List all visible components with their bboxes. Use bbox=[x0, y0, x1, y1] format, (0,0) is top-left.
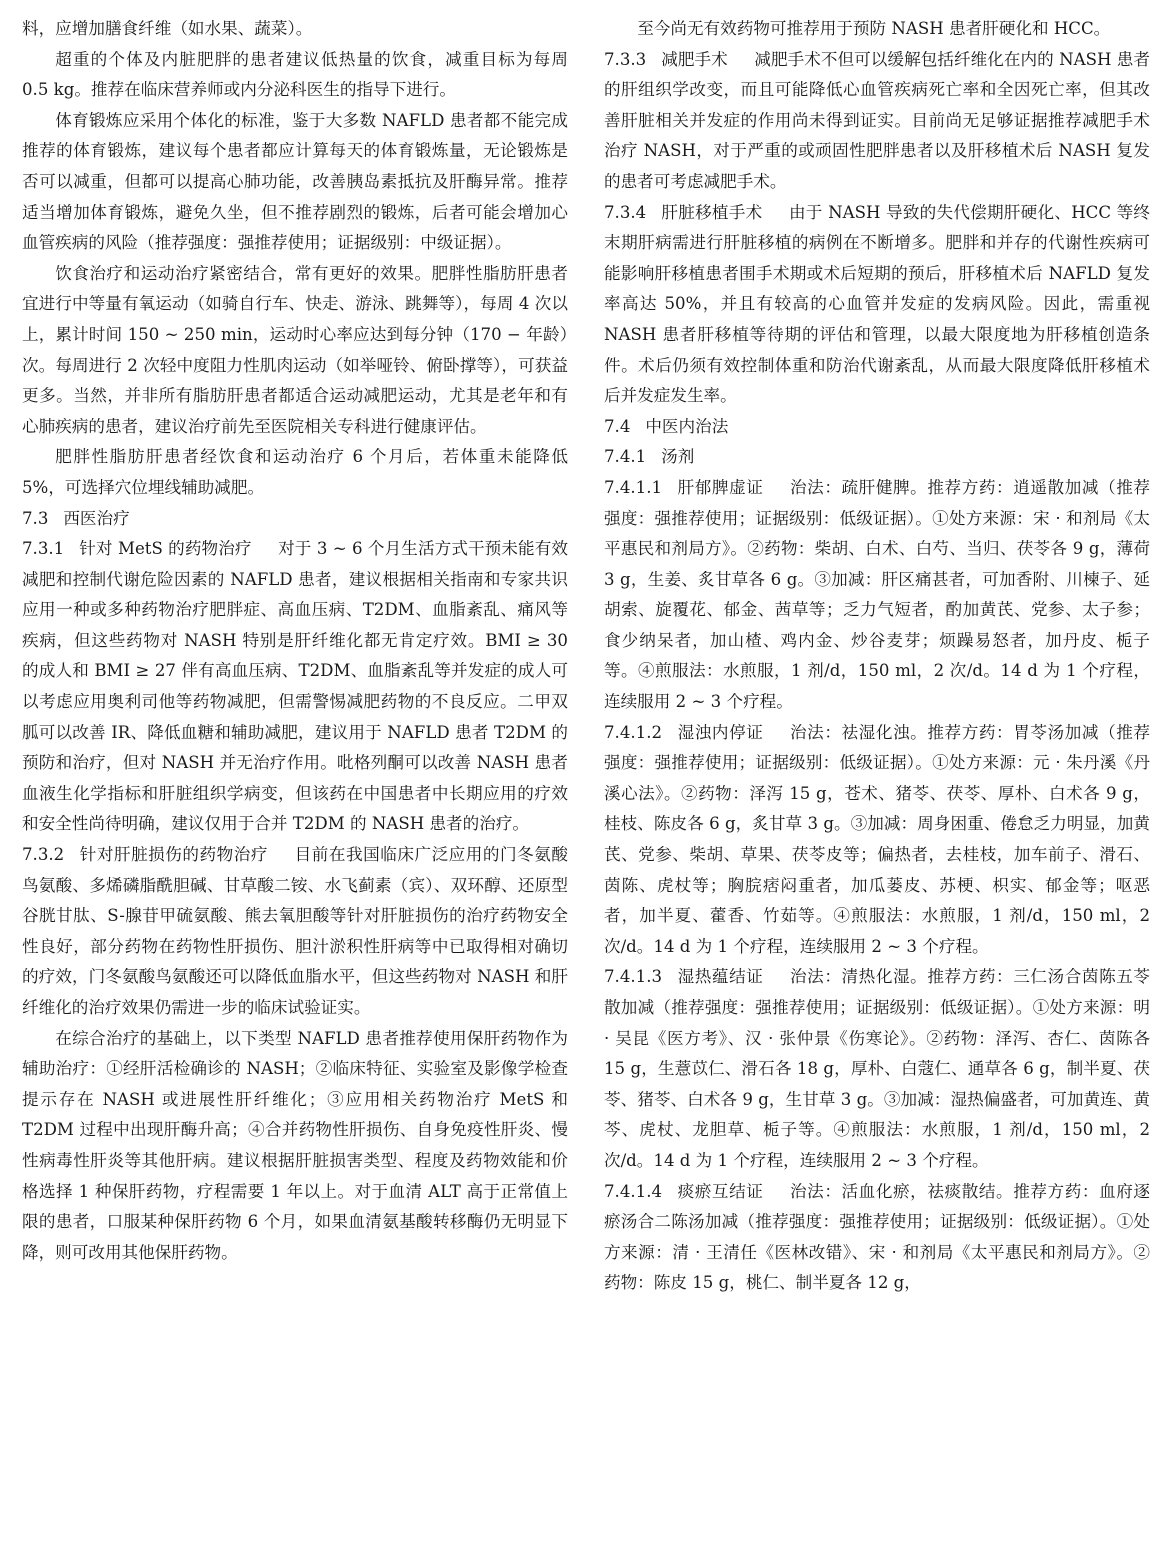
subsection-paragraph bbox=[604, 1177, 1150, 1299]
paragraph: 至今尚无有效药物可推荐用于预防 NASH 患者肝硬化和 HCC。 bbox=[637, 19, 1111, 38]
section-number: 7.3.3 bbox=[604, 49, 647, 69]
section-number: 7.4.1.4 bbox=[604, 1181, 663, 1201]
section-heading bbox=[604, 412, 1150, 443]
section-title: 西医治疗 bbox=[63, 508, 130, 528]
section-number: 7.3.1 bbox=[22, 539, 65, 559]
paragraph: 料，应增加膳食纤维（如水果、蔬菜）。 bbox=[22, 19, 313, 38]
section-body: 治法：清热化湿。推荐方药：三仁汤合茵陈五苓散加减（推荐强度：强推荐使用；证据级别：低级证据）。①处方来源：明 · 吴昆《医方考》、汉 · 张仲景《伤寒论》。②药物：泽泻、杏仁、茵陈各 15 g，生薏苡仁、滑石各 18 g，厚朴、白蔻仁、通草各 6 g，制半夏、茯苓、猪苓、白术各 9 g，生甘草 3 g。③加减：湿热偏盛者，可加黄连、黄芩、虎杖、龙胆草、栀子等。④煎服法：水煎服，1 剂/d，150 ml，2 次/d。14 d 为 1 个疗程，连续服用 2 ~ 3 个疗程。 bbox=[604, 967, 1151, 1170]
section-body: 目前在我国临床广泛应用的门冬氨酸鸟氨酸、多烯磷脂酰胆碱、甘草酸二铵、水飞蓟素（宾）、双环醇、还原型谷胱甘肽、S-腺苷甲硫氨酸、熊去氧胆酸等针对肝脏损伤的治疗药物安全性良好，部分药物在药物性肝损伤、胆汁淤积性肝病等中已取得相对确切的疗效，门冬氨酸鸟氨酸还可以降低血脂水平，但这些药物对 NASH 和肝纤维化的治疗效果仍需进一步的临床试验证实。 bbox=[22, 845, 569, 1017]
section-title: 针对肝脏损伤的药物治疗 bbox=[79, 845, 269, 865]
section-title: 中医内治法 bbox=[645, 416, 729, 436]
paragraph: 肥胖性脂肪肝患者经饮食和运动治疗 6 个月后，若体重未能降低 5%，可选择穴位埋线辅助减肥。 bbox=[22, 447, 568, 497]
section-title: 减肥手术 bbox=[661, 49, 728, 69]
section-number: 7.3.4 bbox=[604, 202, 647, 222]
section-body: 由于 NASH 导致的失代偿期肝硬化、HCC 等终末期肝病需进行肝脏移植的病例在不断增多。肥胖和并存的代谢性疾病可能影响肝移植患者围手术期或术后短期的预后，肝移植术后 NAFLD 复发率高达 50%，并且有较高的心血管并发症的发病风险。因此，需重视 NASH 患者肝移植等待期的评估和管理，以最大限度地为肝移植创造条件。术后仍须有效控制体重和防治代谢紊乱，从而最大限度降低肝移植术后并发症发生率。 bbox=[604, 202, 1150, 406]
section-title: 湿热蕴结证 bbox=[677, 967, 764, 987]
section-number: 7.4.1 bbox=[604, 447, 647, 467]
section-number: 7.4.1.3 bbox=[604, 967, 663, 987]
section-title: 肝脏移植手术 bbox=[661, 202, 763, 222]
subsection-paragraph bbox=[22, 840, 568, 1024]
subsection-paragraph bbox=[604, 473, 1150, 718]
section-number: 7.4 bbox=[604, 416, 631, 436]
paragraph: 超重的个体及内脏肥胖的患者建议低热量的饮食，减重目标为每周 0.5 kg。推荐在临床营养师或内分泌科医生的指导下进行。 bbox=[22, 49, 568, 100]
section-heading bbox=[22, 504, 568, 535]
section-number: 7.4.1.2 bbox=[604, 722, 663, 742]
section-body: 治法：活血化瘀，祛痰散结。推荐方药：血府逐瘀汤合二陈汤加减（推荐强度：强推荐使用；证据级别：低级证据）。①处方来源：清 · 王清任《医林改错》、宋 · 和剂局《太平惠民和剂局方》。②药物：陈皮 15 g，桃仁、制半夏各 12 g， bbox=[604, 1181, 1151, 1293]
section-number: 7.3.2 bbox=[22, 845, 65, 865]
section-title: 痰瘀互结证 bbox=[677, 1181, 764, 1201]
subsection-paragraph bbox=[604, 962, 1150, 1176]
subsection-paragraph bbox=[604, 45, 1150, 198]
section-number: 7.4.1.1 bbox=[604, 477, 663, 497]
section-body: 对于 3 ~ 6 个月生活方式干预未能有效减肥和控制代谢危险因素的 NAFLD 患者，建议根据相关指南和专家共识应用一种或多种药物治疗肥胖症、高血压病、T2DM、血脂紊乱、痛风等疾病，但这些药物对 NASH 特别是肝纤维化都无肯定疗效。BMI ≥ 30 的成人和 BMI ≥ 27 伴有高血压病、T2DM、血脂紊乱等并发症的成人可以考虑应用奥利司他等药物减肥，但需警惕减肥药物的不良反应。二甲双胍可以改善 IR、降低血糖和辅助减肥，建议用于 NAFLD 患者 T2DM 的预防和治疗，但对 NASH 并无治疗作用。吡格列酮可以改善 NASH 患者血液生化学指标和肝脏组织学病变，但该药在中国患者中长期应用的疗效和安全性尚待明确，建议仅用于合并 T2DM 的 NASH 患者的治疗。 bbox=[22, 539, 568, 834]
subsection-paragraph bbox=[22, 534, 568, 840]
section-title: 针对 MetS 的药物治疗 bbox=[79, 539, 252, 559]
section-title: 汤剂 bbox=[661, 447, 695, 467]
subsection-paragraph bbox=[604, 198, 1150, 412]
subsection-paragraph bbox=[604, 718, 1150, 963]
paragraph: 在综合治疗的基础上，以下类型 NAFLD 患者推荐使用保肝药物作为辅助治疗：①经肝活检确诊的 NASH；②临床特征、实验室及影像学检查提示存在 NASH 或进展性肝纤维化；③应用相关药物治疗 MetS 和 T2DM 过程中出现肝酶升高；④合并药物性肝损伤、自身免疫性肝炎、慢性病毒性肝炎等其他肝病。建议根据肝脏损害类型、程度及药物效能和价格选择 1 种保肝药物，疗程需要 1 年以上。对于血清 ALT 高于正常值上限的患者，口服某种保肝药物 6 个月，如果血清氨基酸转移酶仍无明显下降，则可改用其他保肝药物。 bbox=[22, 1028, 568, 1262]
section-title: 肝郁脾虚证 bbox=[677, 477, 764, 497]
section-title: 湿浊内停证 bbox=[677, 722, 764, 742]
section-number: 7.3 bbox=[22, 508, 49, 528]
right-column bbox=[604, 14, 1150, 1299]
section-body: 治法：祛湿化浊。推荐方药：胃苓汤加减（推荐强度：强推荐使用；证据级别：低级证据）。①处方来源：元 · 朱丹溪《丹溪心法》。②药物：泽泻 15 g，苍术、猪苓、茯苓、厚朴、白术各 9 g，桂枝、陈皮各 6 g，炙甘草 3 g。③加减：周身困重、倦怠乏力明显，加黄芪、党参、柴胡、草果、茯苓皮等；偏热者，去桂枝，加车前子、滑石、茵陈、虎杖等；胸脘痞闷重者，加瓜蒌皮、苏梗、枳实、郁金等；呕恶者，加半夏、藿香、竹茹等。④煎服法：水煎服，1 剂/d，150 ml，2 次/d。14 d 为 1 个疗程，连续服用 2 ~ 3 个疗程。 bbox=[604, 722, 1151, 956]
paragraph: 饮食治疗和运动治疗紧密结合，常有更好的效果。肥胖性脂肪肝患者宜进行中等量有氧运动（如骑自行车、快走、游泳、跳舞等），每周 4 次以上，累计时间 150 ~ 250 min，运动时心率应达到每分钟（170 − 年龄）次。每周进行 2 次轻中度阻力性肌肉运动（如举哑铃、俯卧撑等），可获益更多。当然，并非所有脂肪肝患者都适合运动减肥运动，尤其是老年和有心肺疾病的患者，建议治疗前先至医院相关专科进行健康评估。 bbox=[22, 263, 568, 436]
section-body: 减肥手术不但可以缓解包括纤维化在内的 NASH 患者的肝组织学改变，而且可能降低心血管疾病死亡率和全因死亡率，但其改善肝脏相关并发症的作用尚未得到证实。目前尚无足够证据推荐减肥手术治疗 NASH，对于严重的或顽固性肥胖患者以及肝移植术后 NASH 复发的患者可考虑减肥手术。 bbox=[604, 49, 1151, 191]
left-column bbox=[22, 14, 568, 1268]
section-heading bbox=[604, 442, 1150, 473]
section-body: 治法：疏肝健脾。推荐方药：逍遥散加减（推荐强度：强推荐使用；证据级别：低级证据）。①处方来源：宋 · 和剂局《太平惠民和剂局方》。②药物：柴胡、白术、白芍、当归、茯苓各 9 g，薄荷 3 g，生姜、炙甘草各 6 g。③加减：肝区痛甚者，可加香附、川楝子、延胡索、旋覆花、郁金、茜草等；乏力气短者，酌加黄芪、党参、太子参；食少纳呆者，加山楂、鸡内金、炒谷麦芽；烦躁易怒者，加丹皮、栀子等。④煎服法：水煎服，1 剂/d，150 ml，2 次/d。14 d 为 1 个疗程，连续服用 2 ~ 3 个疗程。 bbox=[604, 477, 1151, 712]
paragraph: 体育锻炼应采用个体化的标准，鉴于大多数 NAFLD 患者都不能完成推荐的体育锻炼，建议每个患者都应计算每天的体育锻炼量，无论锻炼是否可以减重，但都可以提高心肺功能，改善胰岛素抵抗及肝酶异常。推荐适当增加体育锻炼，避免久坐，但不推荐剧烈的锻炼，后者可能会增加心血管疾病的风险（推荐强度：强推荐使用；证据级别：中级证据）。 bbox=[22, 110, 568, 253]
